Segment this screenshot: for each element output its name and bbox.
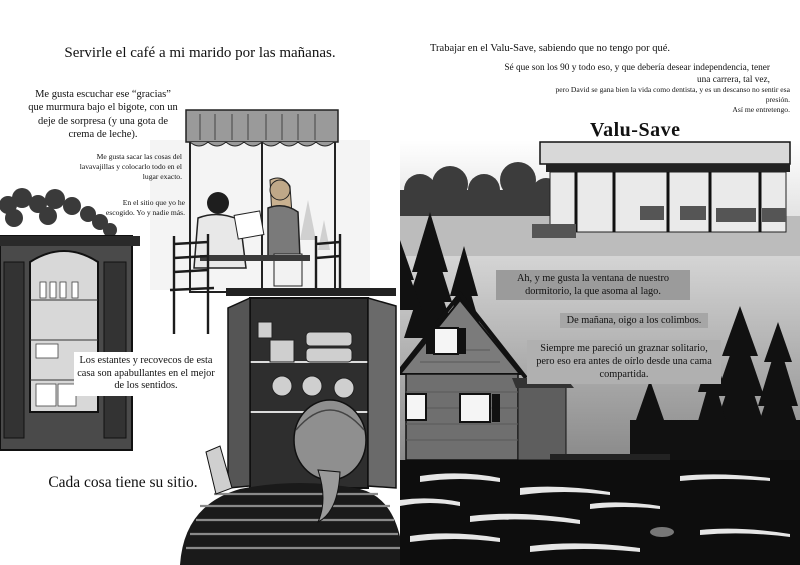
loons-caption: De mañana, oigo a los colimbos.	[560, 313, 708, 328]
store-sign: Valu-Save	[590, 119, 681, 141]
lake-water	[400, 460, 800, 565]
lonely-caption: Siempre me pareció un graznar solitario, pero eso era antes de oírlo desde una cama compartida.	[527, 340, 721, 384]
left-page-title: Servirle el café a mi marido por las mañanas.	[64, 45, 336, 61]
closing-caption: Cada cosa tiene su sitio.	[36, 470, 210, 496]
curtain-valance	[186, 110, 338, 146]
nineties-caption: Sé que son los 90 y todo eso, y que debería desear independencia, tener una carrera, tal vez,	[504, 63, 770, 85]
right-page	[400, 0, 800, 565]
valu-save-store	[532, 142, 790, 238]
place-caption: En el sitio que yo he escogido. Yo y nadie más.	[105, 198, 185, 217]
dishes-caption: Me gusta sacar las cosas del lavavajillas y colocarlo todo en el lugar exacto.	[79, 152, 182, 181]
window-caption: Ah, y me gusta la ventana de nuestro dormitorio, la que asoma al lago.	[496, 270, 690, 300]
gracias-caption: Me gusta escuchar ese “gracias” que murmura bajo el bigote, con un deje de sorpresa (y una gota de crema de leche).	[28, 89, 178, 141]
david-caption: pero David se gana bien la vida como dentista, y es un descanso no sentir esa presión.	[555, 85, 790, 105]
loon	[650, 527, 674, 537]
shelves-caption: Los estantes y recovecos de esta casa son apabullantes en el mejor de los sentidos.	[74, 352, 218, 396]
china-hutch	[0, 236, 140, 450]
work-caption: Trabajar en el Valu-Save, sabiendo que no tengo por qué.	[430, 43, 670, 54]
entertain-caption: Así me entretengo.	[732, 105, 790, 114]
dock	[550, 454, 670, 460]
